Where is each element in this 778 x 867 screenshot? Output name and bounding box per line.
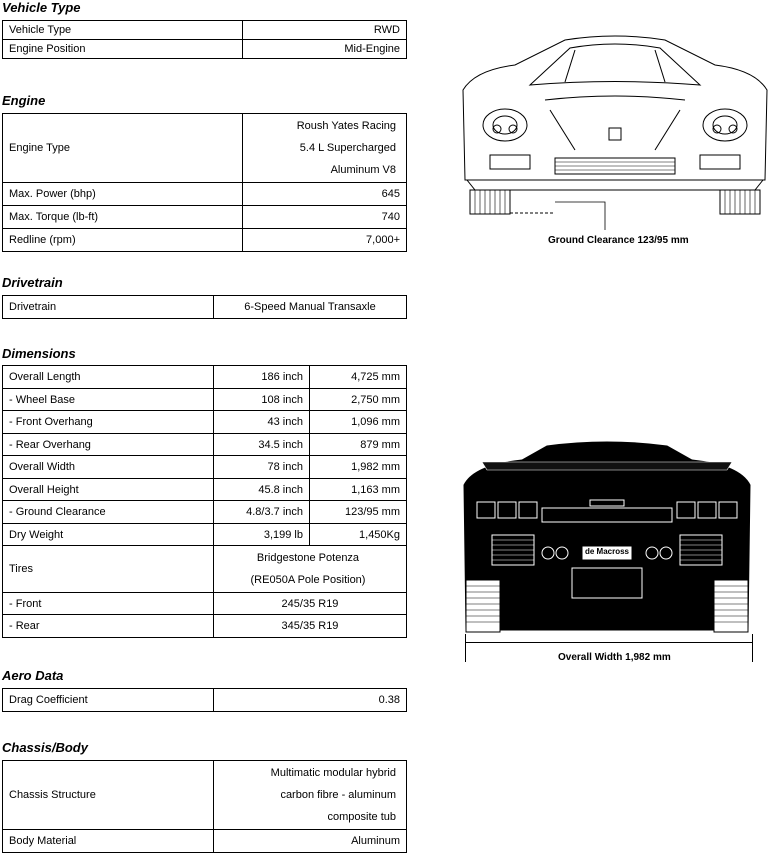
table-row bbox=[3, 615, 407, 638]
chassis-line: composite tub bbox=[327, 811, 396, 823]
vehicle-type-table bbox=[2, 20, 407, 59]
table-row bbox=[3, 411, 407, 434]
width-dimension-line bbox=[466, 642, 752, 643]
tires-value bbox=[214, 546, 407, 593]
chassis-line: Multimatic modular hybrid bbox=[270, 767, 396, 779]
row-imperial: 186 inch bbox=[214, 366, 310, 389]
front-view-caption: Ground Clearance 123/95 mm bbox=[548, 235, 689, 246]
car-front-view-figure bbox=[455, 30, 775, 230]
section-title-drivetrain: Drivetrain bbox=[2, 275, 63, 290]
row-metric: 1,096 mm bbox=[310, 411, 407, 434]
engine-type-line: Aluminum V8 bbox=[330, 164, 396, 176]
row-label: Engine Position bbox=[3, 40, 243, 59]
row-imperial: 45.8 inch bbox=[214, 479, 310, 501]
table-row bbox=[3, 830, 407, 853]
rear-view-caption: Overall Width 1,982 mm bbox=[558, 652, 671, 663]
car-rear-view-figure bbox=[462, 440, 752, 640]
section-title-engine: Engine bbox=[2, 93, 46, 108]
row-label: Overall Height bbox=[3, 479, 214, 501]
row-label: Overall Length bbox=[3, 366, 214, 389]
row-value: 645 bbox=[243, 183, 407, 206]
table-row bbox=[3, 593, 407, 615]
row-value: 740 bbox=[243, 206, 407, 229]
row-label: - Ground Clearance bbox=[3, 501, 214, 524]
row-label: Vehicle Type bbox=[3, 21, 243, 40]
row-metric: 123/95 mm bbox=[310, 501, 407, 524]
table-row bbox=[3, 206, 407, 229]
table-row bbox=[3, 183, 407, 206]
table-row bbox=[3, 389, 407, 411]
row-value: Mid-Engine bbox=[243, 40, 407, 59]
row-value: 345/35 R19 bbox=[214, 615, 407, 638]
table-row bbox=[3, 501, 407, 524]
row-imperial: 3,199 lb bbox=[214, 524, 310, 546]
engine-type-line: Roush Yates Racing bbox=[296, 120, 396, 132]
dimensions-table bbox=[2, 365, 407, 638]
row-label: - Front Overhang bbox=[3, 411, 214, 434]
row-imperial: 4.8/3.7 inch bbox=[214, 501, 310, 524]
row-metric: 1,982 mm bbox=[310, 456, 407, 479]
row-metric: 2,750 mm bbox=[310, 389, 407, 411]
table-row bbox=[3, 761, 407, 830]
chassis-table bbox=[2, 760, 407, 853]
row-label: - Front bbox=[3, 593, 214, 615]
row-label: - Rear bbox=[3, 615, 214, 638]
row-metric: 1,450Kg bbox=[310, 524, 407, 546]
row-value: RWD bbox=[243, 21, 407, 40]
row-value: 245/35 R19 bbox=[214, 593, 407, 615]
section-title-aero: Aero Data bbox=[2, 668, 64, 683]
engine-table bbox=[2, 113, 407, 252]
table-row bbox=[3, 40, 407, 59]
row-imperial: 108 inch bbox=[214, 389, 310, 411]
table-row bbox=[3, 456, 407, 479]
row-imperial: 34.5 inch bbox=[214, 434, 310, 456]
chassis-structure-label: Chassis Structure bbox=[3, 761, 214, 830]
chassis-line: carbon fibre - aluminum bbox=[280, 789, 396, 801]
row-value: Aluminum bbox=[214, 830, 407, 853]
row-label: Redline (rpm) bbox=[3, 229, 243, 252]
table-row bbox=[3, 689, 407, 712]
table-row bbox=[3, 114, 407, 183]
table-row bbox=[3, 296, 407, 319]
engine-type-line: 5.4 L Supercharged bbox=[299, 142, 396, 154]
aero-table bbox=[2, 688, 407, 712]
row-label: Max. Torque (lb-ft) bbox=[3, 206, 243, 229]
table-row bbox=[3, 366, 407, 389]
section-title-dimensions: Dimensions bbox=[2, 346, 76, 361]
row-imperial: 43 inch bbox=[214, 411, 310, 434]
tires-line: (RE050A Pole Position) bbox=[250, 574, 366, 586]
table-row bbox=[3, 524, 407, 546]
section-title-vehicle-type: Vehicle Type bbox=[2, 0, 81, 15]
row-label: Drivetrain bbox=[3, 296, 214, 319]
table-row bbox=[3, 434, 407, 456]
table-row bbox=[3, 21, 407, 40]
engine-type-value bbox=[243, 114, 407, 183]
tires-label: Tires bbox=[3, 546, 214, 593]
row-label: Overall Width bbox=[3, 456, 214, 479]
row-metric: 4,725 mm bbox=[310, 366, 407, 389]
row-metric: 1,163 mm bbox=[310, 479, 407, 501]
row-metric: 879 mm bbox=[310, 434, 407, 456]
row-value: 7,000+ bbox=[243, 229, 407, 252]
row-value: 6-Speed Manual Transaxle bbox=[214, 296, 407, 319]
row-label: Max. Power (bhp) bbox=[3, 183, 243, 206]
row-label: Drag Coefficient bbox=[3, 689, 214, 712]
table-row bbox=[3, 229, 407, 252]
row-label: Dry Weight bbox=[3, 524, 214, 546]
drivetrain-table bbox=[2, 295, 407, 319]
engine-type-label: Engine Type bbox=[3, 114, 243, 183]
table-row bbox=[3, 479, 407, 501]
rear-badge-text: de Macross bbox=[584, 547, 630, 556]
row-label: - Rear Overhang bbox=[3, 434, 214, 456]
chassis-structure-value bbox=[214, 761, 407, 830]
tires-line: Bridgestone Potenza bbox=[256, 552, 360, 564]
row-label: Body Material bbox=[3, 830, 214, 853]
row-label: - Wheel Base bbox=[3, 389, 214, 411]
row-imperial: 78 inch bbox=[214, 456, 310, 479]
row-value: 0.38 bbox=[214, 689, 407, 712]
table-row bbox=[3, 546, 407, 593]
section-title-chassis: Chassis/Body bbox=[2, 740, 88, 755]
